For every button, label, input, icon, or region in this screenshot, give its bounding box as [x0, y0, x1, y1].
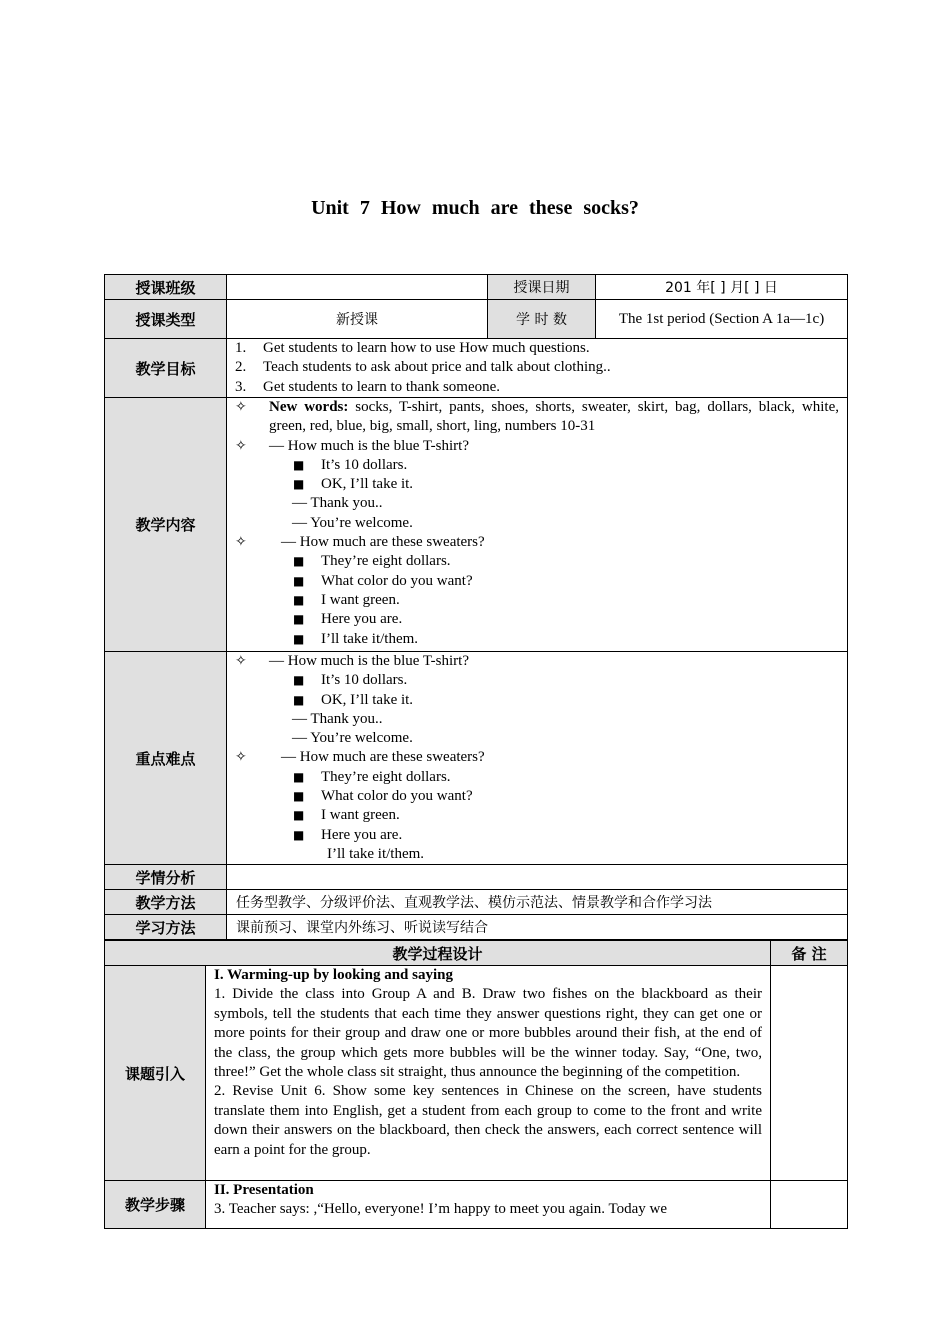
content-label: 教学内容 — [105, 398, 227, 652]
page-title: Unit 7 How much are these socks? — [311, 197, 639, 219]
intro-row — [105, 966, 848, 1181]
row-analysis — [105, 865, 848, 890]
square-bullet-icon: ■ — [293, 692, 305, 707]
steps-notes — [771, 1181, 848, 1229]
type-label: 授课类型 — [105, 300, 227, 339]
steps-content — [206, 1181, 771, 1229]
steps-row — [105, 1181, 848, 1229]
process-header: 教学过程设计 — [105, 941, 771, 966]
square-bullet-icon: ■ — [293, 573, 305, 588]
intro-title: I. Warming-up by looking and saying — [214, 967, 453, 983]
steps-label: 教学步骤 — [105, 1181, 206, 1229]
row-class — [105, 275, 848, 300]
diamond-icon: ✧ — [235, 399, 247, 415]
row-content — [105, 398, 848, 652]
objectives-label: 教学目标 — [105, 339, 227, 398]
diamond-icon: ✧ — [235, 653, 247, 669]
learning-value: 课前预习、课堂内外练习、听说读写结合 — [227, 915, 848, 940]
square-bullet-icon: ■ — [293, 592, 305, 607]
notes-header: 备 注 — [771, 941, 848, 966]
square-bullet-icon: ■ — [293, 789, 305, 804]
square-bullet-icon: ■ — [293, 612, 305, 627]
class-label: 授课班级 — [105, 275, 227, 300]
square-bullet-icon: ■ — [293, 631, 305, 646]
square-bullet-icon: ■ — [293, 808, 305, 823]
square-bullet-icon: ■ — [293, 457, 305, 472]
objective-item: 3. Get students to learn to thank someone. — [235, 378, 501, 395]
intro-paragraph: 2. Revise Unit 6. Show some key sentences in Chinese on the screen, have students translate them into English, get a student from each group to come to the front and write down their answers on the blackboard, then check the answers, each correct sentence will earn a point for the group. — [214, 1083, 763, 1158]
key-points-label: 重点难点 — [105, 652, 227, 865]
learning-label: 学习方法 — [105, 915, 227, 940]
intro-content — [206, 966, 771, 1181]
row-objectives — [105, 339, 848, 398]
process-table — [104, 940, 848, 1229]
objective-item: 2. Teach students to ask about price and talk about clothing.. — [235, 359, 611, 376]
objectives-content — [227, 339, 848, 398]
type-value: 新授课 — [227, 300, 488, 339]
process-header-row — [105, 941, 848, 966]
row-methods — [105, 890, 848, 915]
square-bullet-icon: ■ — [293, 554, 305, 569]
content-body: ✧ New words: socks, T-shirt, pants, shoes, shorts, sweater, skirt, bag, dollars, black, white, green, red, blue, big, small, short, ling, numbers 10-31 ✧ — How much is the blue T-shirt? ■ It’s 10 dollars. ■ OK, I’ll take it. — Thank you.. — You’re welcome. ✧ — How much are these sweaters? ■ They’re eight dollars. ■ What color do you want? ■ I want green. ■ Here you are. ■ I’ll take it/them. — [227, 398, 848, 652]
new-words: ✧ New words: socks, T-shirt, pants, shoes, shorts, sweater, skirt, bag, dollars, black, white, green, red, blue, big, small, short, ling, numbers 10-31 — [235, 399, 839, 435]
date-value: 201 年[ ] 月[ ] 日 — [596, 275, 848, 300]
row-learning — [105, 915, 848, 940]
square-bullet-icon: ■ — [293, 769, 305, 784]
diamond-icon: ✧ — [235, 534, 247, 551]
square-bullet-icon: ■ — [293, 827, 305, 842]
date-label: 授课日期 — [488, 275, 596, 300]
row-key-points — [105, 652, 848, 865]
methods-label: 教学方法 — [105, 890, 227, 915]
lesson-info-table — [104, 274, 848, 940]
diamond-icon: ✧ — [235, 749, 247, 766]
steps-title: II. Presentation — [214, 1182, 314, 1198]
square-bullet-icon: ■ — [293, 673, 305, 688]
intro-notes — [771, 966, 848, 1181]
square-bullet-icon: ■ — [293, 477, 305, 492]
hours-label: 学 时 数 — [488, 300, 596, 339]
intro-paragraph: 1. Divide the class into Group A and B. Draw two fishes on the blackboard as their symbols, tell the students that each time they answer questions right, they can get one or more points for their group and draw one or more bubbles around their fish, at the end of the class, the group which gets more bubbles will be the winner today. Say, “One, two, three!” Get the whole class sit straight, thus announce the beginning of the competition. — [214, 986, 763, 1081]
objective-item: 1. Get students to learn how to use How much questions. — [235, 340, 590, 356]
hours-value: The 1st period (Section A 1a—1c) — [596, 300, 848, 339]
analysis-value — [227, 865, 848, 890]
diamond-icon: ✧ — [235, 437, 247, 454]
row-type — [105, 300, 848, 339]
intro-label: 课题引入 — [105, 966, 206, 1181]
methods-value: 任务型教学、分级评价法、直观教学法、模仿示范法、情景教学和合作学习法 — [227, 890, 848, 915]
analysis-label: 学情分析 — [105, 865, 227, 890]
key-points-body: ✧ — How much is the blue T-shirt? ■ It’s 10 dollars. ■ OK, I’ll take it. — Thank you.. — You’re welcome. ✧ — How much are these sweaters? ■ They’re eight dollars. ■ What color do you want? ■ I want green. ■ Here you are. I’ll take it/them. — [227, 652, 848, 865]
class-value — [227, 275, 488, 300]
steps-paragraph: 3. Teacher says: ,“Hello, everyone! I’m happy to meet you again. Today we — [214, 1201, 668, 1218]
